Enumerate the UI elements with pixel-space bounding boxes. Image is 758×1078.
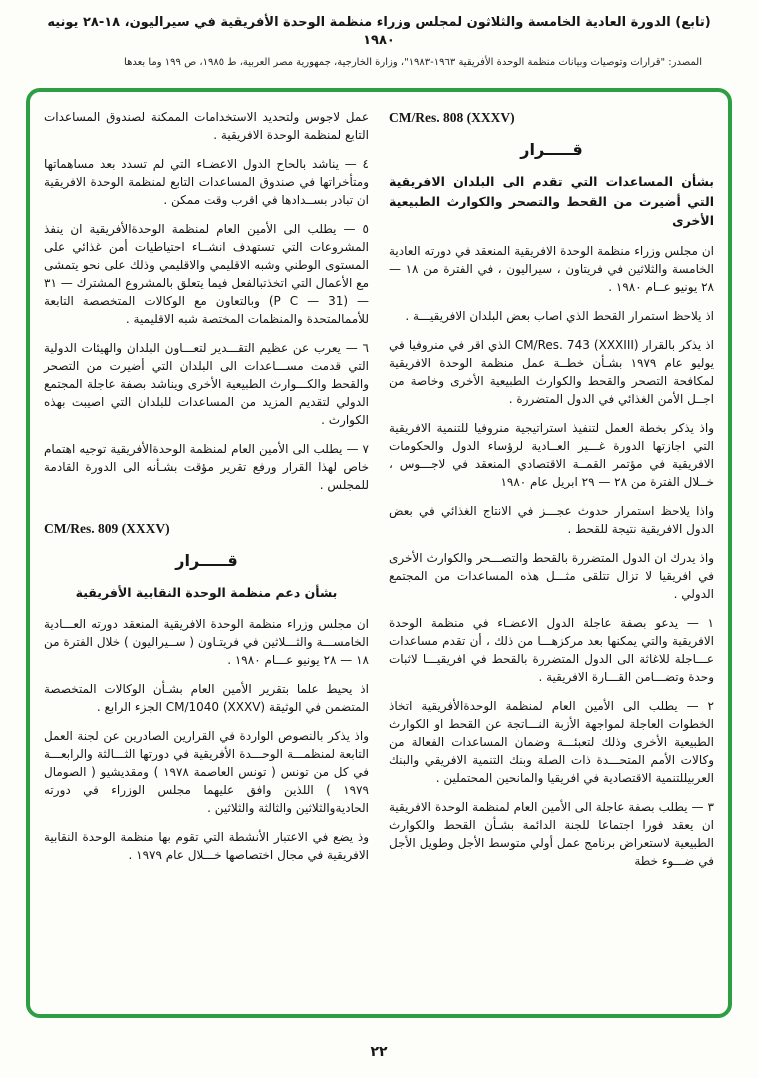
column-right — [389, 108, 714, 1002]
paragraph: واذ يذكر بخطة العمل لتنفيذ استراتيجية منروفيا للتنمية الافريقية التي اجازتها الدورة غـــير العــادية لرؤساء الدول والحكومات الافريقية في مؤتمر القمــة الاقتصادي المنعقد في لاجـــوس ، خــلال الفترة من ٢٨ — ٢٩ ابريل عام ١٩٨٠ — [389, 421, 714, 490]
paragraph: واذ يدرك ان الدول المتضررة بالقحط والتصـــحر والكوارث الأخرى في افريقيا لا تزال تتلقى مثـــل هذه المساعدات من المجتمع الدولي . — [389, 551, 714, 602]
paragraph: واذا يلاحظ استمرار حدوث عجـــز في الانتاج الغذائي في بعض الدول الافريقية نتيجة للقحط . — [389, 504, 714, 537]
paragraph: اذ يذكر بالقرار CM/Res. 743 (XXXIII) الذي اقر في منروفيا في يوليو عام ١٩٧٩ بشـأن خطــة عمل منظمة الوحدة الافريقية لمكافحة التصحر والقحط والكوارث الطبيعية الأخرى وخاصة من اجــل الأمن الغذائي في الدول المتضررة . — [389, 338, 714, 407]
header-source-line: المصدر: "قرارات وتوصيات وبيانات منظمة الوحدة الأفريقية ١٩٦٣-١٩٨٣"، وزارة الخارجية، جمهورية مصر العربية، ط ١٩٨٥، ص ١٩٩ وما بعدها — [124, 57, 702, 69]
two-column-layout — [44, 108, 714, 1002]
paragraph: ان مجلس وزراء منظمة الوحدة الافريقية المنعقد في دورته العادية الخامسة والثلاثين في فريتاون ، سيراليون ، في الفترة من ١٨ — ٢٨ يونيو عــام ١٩٨٠ . — [389, 244, 714, 295]
header-title: (تابع) الدورة العادية الخامسة والثلاثون لمجلس وزراء منظمة الوحدة الأفريقية في سيراليون، ١٨-٢٨ يونيه ١٩٨٠ — [47, 15, 711, 49]
paragraph: اذ يلاحظ استمرار القحط الذي اصاب بعض البلدان الافريقيـــة . — [405, 309, 714, 324]
paragraph: ١ — يدعو بصفة عاجلة الدول الاعضـاء في منظمة الوحدة الافريقية والتي يمكنها بعد مركزهـــا من ذلك ، أن تقدم مساعدات عـــاجلة للاغاثة الى الدول المتضررة بالقحط في افريقيـــا لاثبات وحدة وتضـــامن القـــارة الافريقية . — [389, 616, 714, 685]
paragraph: ٥ — يطلب الى الأمين العام لمنظمة الوحدةالأفريقية ان ينفذ المشروعات التي تستهدف انشــاء احتياطيات أمن غذائي على المستوى الوطني وشبه الاقليمي والاقليمي وذلك على نحو يتمشى مع الأعمال التي اتخذتبالفعل فيما يتعلق بالمشروع المشترك — ٣١ — (P C — 31) وبالتعاون مع الوكالات المتخصصة التابعة للأممالمتحدة والمنظمات المختصة شبه الاقليمية . — [44, 222, 369, 326]
resolution-809-heading: قـــــرار — [175, 551, 238, 571]
column-left — [44, 108, 369, 1002]
paragraph: ان مجلس وزراء منظمة الوحدة الافريقية المنعقد دورته العـــادية الخامســـة والثـــلاثين في فريتـاون ( ســيراليون ) خلال الفترة من ١٨ — ٢٨ يونيو عـــام ١٩٨٠ . — [44, 616, 369, 667]
paragraph: ٤ — يناشد بالحاح الدول الاعضـاء التي لم تسدد بعد مساهماتها ومتأخراتها في صندوق المساعدات التابع لمنظمة الوحدة الافريقية ان تبادر بســدادها في اقرب وقت ممكن . — [44, 157, 369, 207]
resolution-808-ref: CM/Res. 808 (XXXV) — [389, 110, 515, 125]
paragraph: عمل لاجوس ولتحديد الاستخدامات الممكنة لصندوق المساعدات التابع لمنظمة الوحدة الافريقية . — [44, 110, 369, 142]
paragraph: ٣ — يطلب بصفة عاجلة الى الأمين العام لمنظمة الوحدة الافريقية ان يعقد فورا اجتماعا للجنة الدائمة بشـأن القحط والكوارث الطبيعية لاستعراض برنامج عمل أولي متوسط الأجل وطويل الأجل في ضـــوء خطة — [389, 800, 714, 869]
paragraph: وذ يضع في الاعتبار الأنشطة التي تقوم بها منظمة الوحدة النقابية الافريقية في مجال اختصاصها خـــلال عام ١٩٧٩ . — [44, 829, 369, 862]
resolution-809-subtitle: بشأن دعم منظمة الوحدة النقابية الأفريقية — [75, 585, 338, 601]
paragraph: اذ يحيط علما بتقرير الأمين العام بشـأن الوكالات المتخصصة المتضمن في الوثيقة CM/1040 (XXXV) الجزء الرابع . — [44, 681, 369, 714]
page-number: ٢٢ — [370, 1044, 388, 1060]
resolution-809-ref: CM/Res. 809 (XXXV) — [44, 521, 170, 536]
document-header — [0, 0, 758, 68]
content-frame — [26, 88, 732, 1018]
section-gap — [44, 505, 369, 519]
paragraph: ٧ — يطلب الى الأمين العام لمنظمة الوحدةالأفريقية توجيه اهتمام خاص لهذا القرار ورفع تقرير مؤقت بشـأنه الى الدورة القادمة للمجلس . — [44, 442, 369, 492]
resolution-808-heading: قـــــرار — [520, 140, 583, 160]
paragraph: واذ يذكر بالنصوص الواردة في القرارين الصادرين عن لجنة العمل التابعة لمنظمـــة الوحـــدة الأفريقية في دورتها الثـــالثة والرابعـــة في كل من تونس ( تونس العاصمة ١٩٧٨ ) ومقديشيو ( الصومال ١٩٧٩ ) اللذين وافق عليهما مجلس الوزراء في دورته الحاديةوالثلاثين والثالثة والثلاثين . — [44, 728, 369, 815]
paragraph: ٦ — يعرب عن عظيم التقـــدير لتعـــاون البلدان والهيئات الدولية التي قدمت مســـاعدات الى البلدان التي أضيرت من التصحر والقحط والكـــوارث الطبيعية الأخرى ويناشد بصفة عاجلة المجتمع الدولي لتقديم المزيد من المساعدات للبلدان التي اصيبت بهذه الكوارث . — [44, 341, 369, 427]
resolution-808-subtitle: بشأن المساعدات التي تقدم الى البلدان الافريقية التي أضيرت من القحط والتصحر والكوارث الطبيعية الأخرى — [389, 174, 714, 228]
paragraph: ٢ — يطلب الى الأمين العام لمنظمة الوحدةالأفريقية اتخاذ الخطوات العاجلة لمواجهة الأزبة النـــاتجة عن القحط او الكوارث الطبيعية الأخرى وذلك لتعبئـــة وضمان المساعدات الفعالة من وكالات الأمم المتحـــدة ذات الصلة وبنك التنمية الافريقي والبنك العربيللتنمية الاقتصادية في افريقيا والمانحين المحتملين . — [389, 699, 714, 786]
